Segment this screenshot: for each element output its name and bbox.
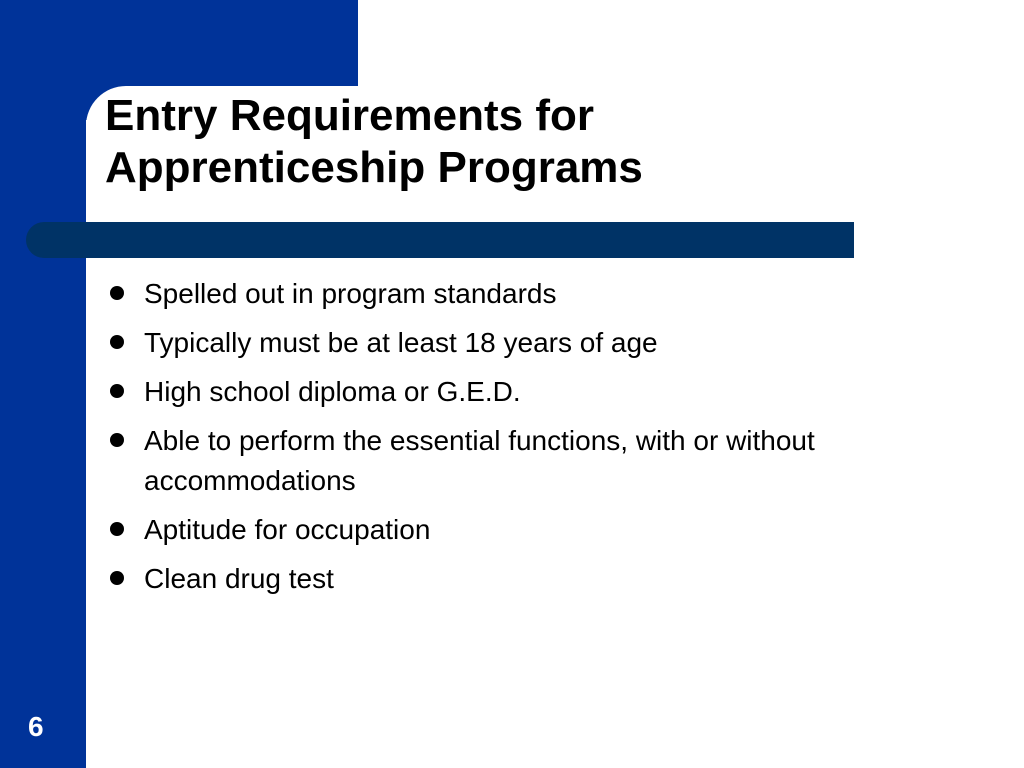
bullet-text: Clean drug test (144, 563, 334, 594)
bullet-dot-icon (110, 433, 124, 447)
bullet-dot-icon (110, 571, 124, 585)
bullet-item (105, 559, 875, 599)
bullet-list (105, 274, 875, 608)
bullet-text: Able to perform the essential functions, with or without accommodations (144, 425, 815, 496)
bullet-text: High school diploma or G.E.D. (144, 376, 521, 407)
bullet-dot-icon (110, 384, 124, 398)
bullet-text: Aptitude for occupation (144, 514, 431, 545)
bullet-item (105, 372, 875, 412)
title-divider-bar (26, 222, 854, 258)
bullet-text: Spelled out in program standards (144, 278, 557, 309)
page-number: 6 (28, 711, 44, 742)
bullet-dot-icon (110, 286, 124, 300)
bullet-text: Typically must be at least 18 years of age (144, 327, 658, 358)
bullet-dot-icon (110, 522, 124, 536)
bullet-item (105, 510, 875, 550)
bullet-item (105, 323, 875, 363)
bullet-item (105, 274, 875, 314)
bullet-item (105, 421, 875, 501)
slide-title: Entry Requirements for Apprenticeship Programs (105, 91, 643, 192)
bullet-dot-icon (110, 335, 124, 349)
